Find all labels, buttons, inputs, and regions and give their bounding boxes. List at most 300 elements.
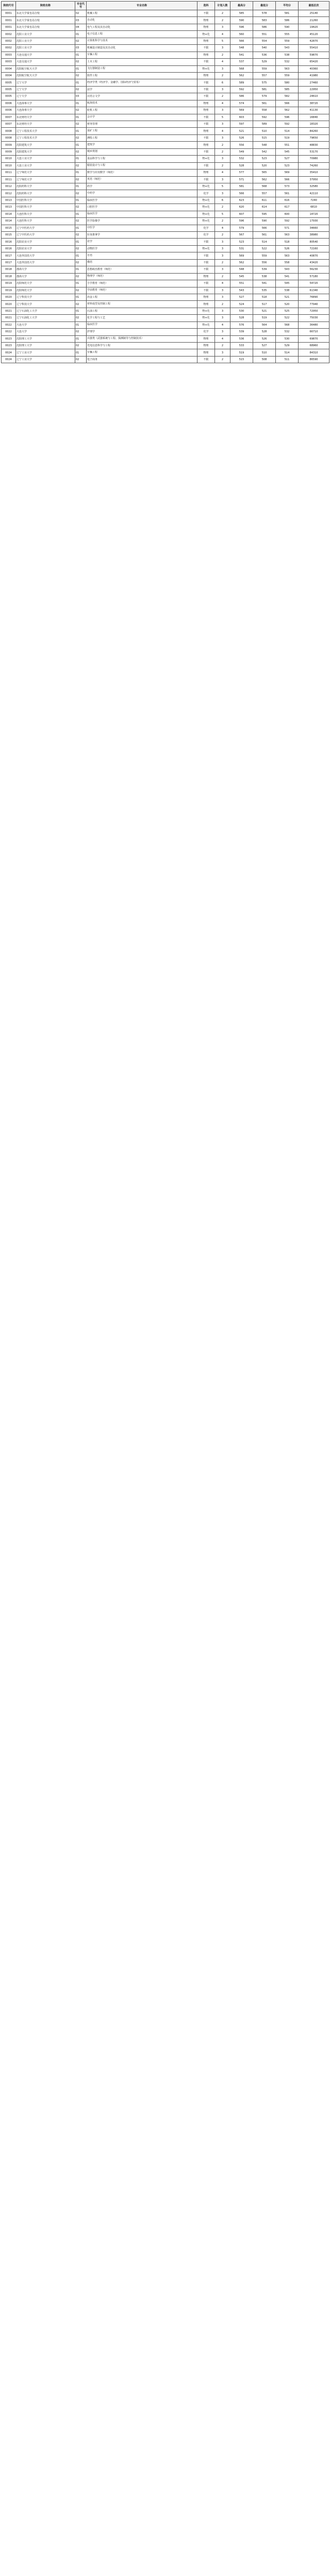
subject-requirement-cell: 物理	[197, 273, 215, 280]
major-name-cell: 车辆工程	[87, 52, 197, 58]
major-name-cell: 车辆工程	[87, 349, 197, 356]
highest-score-cell: 585	[230, 10, 253, 17]
major-code-cell: 01	[75, 142, 87, 148]
lowest-rank-cell: 40870	[299, 252, 329, 259]
highest-score-cell: 541	[230, 52, 253, 58]
average-score-cell: 532	[276, 329, 299, 335]
major-name-cell: 数学与应用数学（师范）	[87, 170, 197, 176]
subject-requirement-cell: 物+化	[197, 218, 215, 225]
header-lowest-rank: 最低位次	[299, 2, 329, 10]
header-school-name: 院校名称	[16, 2, 75, 10]
lowest-score-cell: 514	[253, 239, 276, 245]
major-name-cell: 城乡规划	[87, 148, 197, 155]
subject-requirement-cell: 物理	[197, 107, 215, 114]
plan-count-cell: 2	[215, 72, 230, 79]
school-name-cell: 辽宁师范大学	[16, 170, 75, 176]
average-score-cell: 514	[276, 128, 299, 134]
major-code-cell: 02	[75, 176, 87, 183]
major-code-cell: 02	[75, 273, 87, 280]
lowest-rank-cell: 25140	[299, 10, 329, 17]
lowest-rank-cell: 53170	[299, 148, 329, 155]
lowest-rank-cell: 61340	[299, 287, 329, 294]
plan-count-cell: 3	[215, 349, 230, 356]
school-code-cell: 0013	[2, 197, 16, 204]
highest-score-cell: 537	[230, 59, 253, 65]
highest-score-cell: 590	[230, 17, 253, 24]
highest-score-cell: 551	[230, 280, 253, 287]
school-name-cell: 辽宁科技大学	[16, 301, 75, 308]
school-code-cell: 0006	[2, 100, 16, 107]
subject-requirement-cell: 物理	[197, 170, 215, 176]
plan-count-cell: 2	[215, 148, 230, 155]
major-code-cell: 02	[75, 148, 87, 155]
subject-requirement-cell: 物理	[197, 128, 215, 134]
school-name-cell: 沈阳农业大学	[16, 245, 75, 252]
lowest-score-cell: 529	[253, 59, 276, 65]
plan-count-cell: 4	[215, 100, 230, 107]
lowest-score-cell: 551	[253, 31, 276, 38]
school-code-cell: 0019	[2, 280, 16, 287]
major-code-cell: 01	[75, 294, 87, 300]
subject-requirement-cell: 化学	[197, 232, 215, 239]
highest-score-cell: 519	[230, 349, 253, 356]
average-score-cell: 558	[276, 259, 299, 266]
average-score-cell: 523	[276, 162, 299, 169]
subject-requirement-cell: 不限	[197, 148, 215, 155]
average-score-cell: 518	[276, 239, 299, 245]
plan-count-cell: 3	[215, 156, 230, 162]
lowest-score-cell: 561	[253, 100, 276, 107]
school-code-cell: 0005	[2, 86, 16, 93]
school-code-cell: 0013	[2, 204, 16, 211]
school-code-cell: 0023	[2, 343, 16, 349]
table-row	[2, 335, 329, 342]
average-score-cell: 616	[276, 197, 299, 204]
school-code-cell: 0018	[2, 266, 16, 273]
table-body	[2, 10, 329, 363]
table-row	[2, 343, 329, 349]
table-row	[2, 245, 329, 252]
subject-requirement-cell: 物+化	[197, 197, 215, 204]
average-score-cell: 617	[276, 204, 299, 211]
lowest-score-cell: 559	[253, 252, 276, 259]
major-name-cell: 测绘工程	[87, 134, 197, 141]
table-row	[2, 86, 329, 93]
average-score-cell: 527	[276, 156, 299, 162]
major-code-cell: 03	[75, 17, 87, 24]
school-name-cell: 沈阳航空航天大学	[16, 72, 75, 79]
table-row	[2, 93, 329, 100]
table-row	[2, 45, 329, 52]
major-name-cell: 英语（师范）	[87, 176, 197, 183]
average-score-cell: 569	[276, 170, 299, 176]
table-row	[2, 107, 329, 114]
lowest-score-cell: 565	[253, 170, 276, 176]
major-name-cell: 计算机科学与技术	[87, 38, 197, 44]
school-code-cell: 0003	[2, 52, 16, 58]
plan-count-cell: 5	[215, 183, 230, 190]
subject-requirement-cell: 物+化	[197, 245, 215, 252]
school-code-cell: 0009	[2, 142, 16, 148]
subject-requirement-cell: 不限	[197, 356, 215, 363]
school-code-cell: 0015	[2, 232, 16, 239]
header-school-code: 院校代号	[2, 2, 16, 10]
plan-count-cell: 5	[215, 114, 230, 121]
table-row	[2, 65, 329, 72]
plan-count-cell: 2	[215, 52, 230, 58]
plan-count-cell: 2	[215, 259, 230, 266]
plan-count-cell: 2	[215, 93, 230, 100]
highest-score-cell: 596	[230, 218, 253, 225]
lowest-rank-cell: 34660	[299, 225, 329, 231]
school-name-cell: 大连工业大学	[16, 162, 75, 169]
lowest-score-cell: 535	[253, 287, 276, 294]
highest-score-cell: 533	[230, 343, 253, 349]
highest-score-cell: 526	[230, 134, 253, 141]
major-code-cell: 01	[75, 197, 87, 204]
school-name-cell: 辽宁大学	[16, 93, 75, 100]
lowest-score-cell: 510	[253, 349, 276, 356]
major-code-cell: 02	[75, 72, 87, 79]
school-name-cell: 东北大学秦皇岛分校	[16, 17, 75, 24]
table-row	[2, 321, 329, 328]
lowest-score-cell: 520	[253, 162, 276, 169]
highest-score-cell: 566	[230, 38, 253, 44]
major-code-cell: 01	[75, 266, 87, 273]
school-name-cell: 沈阳建筑大学	[16, 148, 75, 155]
highest-score-cell: 597	[230, 121, 253, 128]
subject-requirement-cell: 物理	[197, 142, 215, 148]
school-code-cell: 0020	[2, 301, 16, 308]
school-name-cell: 辽宁工程技术大学	[16, 134, 75, 141]
lowest-score-cell: 508	[253, 356, 276, 363]
average-score-cell: 563	[276, 232, 299, 239]
school-code-cell: 0015	[2, 225, 16, 231]
plan-count-cell: 2	[215, 218, 230, 225]
major-name-cell: 食品科学与工程	[87, 156, 197, 162]
lowest-score-cell: 528	[253, 329, 276, 335]
lowest-rank-cell: 79650	[299, 134, 329, 141]
major-code-cell: 03	[75, 93, 87, 100]
table-row	[2, 162, 329, 169]
lowest-rank-cell: 57180	[299, 273, 329, 280]
subject-requirement-cell: 不限	[197, 259, 215, 266]
lowest-rank-cell: 37950	[299, 176, 329, 183]
lowest-rank-cell: 41130	[299, 107, 329, 114]
lowest-score-cell: 611	[253, 197, 276, 204]
lowest-score-cell: 558	[253, 107, 276, 114]
school-name-cell: 辽宁工业大学	[16, 349, 75, 356]
lowest-rank-cell: 55410	[299, 45, 329, 52]
lowest-score-cell: 526	[253, 335, 276, 342]
average-score-cell: 592	[276, 121, 299, 128]
plan-count-cell: 6	[215, 197, 230, 204]
lowest-rank-cell: 84260	[299, 128, 329, 134]
school-name-cell: 辽宁石油化工大学	[16, 315, 75, 321]
plan-count-cell: 3	[215, 308, 230, 314]
average-score-cell: 586	[276, 17, 299, 24]
school-code-cell: 0010	[2, 156, 16, 162]
subject-requirement-cell: 不限	[197, 252, 215, 259]
table-row	[2, 315, 329, 321]
lowest-score-cell: 517	[253, 301, 276, 308]
header-major-name: 专业名称	[87, 2, 197, 10]
major-code-cell: 01	[75, 349, 87, 356]
major-code-cell: 02	[75, 329, 87, 335]
table-row	[2, 308, 329, 314]
school-name-cell: 沈阳工业大学	[16, 31, 75, 38]
table-row	[2, 204, 329, 211]
school-code-cell: 0014	[2, 218, 16, 225]
table-row	[2, 183, 329, 190]
school-code-cell: 0017	[2, 259, 16, 266]
lowest-rank-cell: 19420	[299, 24, 329, 30]
table-row	[2, 121, 329, 128]
school-name-cell: 沈阳师范大学	[16, 280, 75, 287]
subject-requirement-cell: 物理	[197, 335, 215, 342]
major-code-cell: 01	[75, 211, 87, 217]
highest-score-cell: 603	[230, 114, 253, 121]
school-code-cell: 0018	[2, 273, 16, 280]
highest-score-cell: 527	[230, 294, 253, 300]
table-row	[2, 259, 329, 266]
subject-requirement-cell: 物理	[197, 38, 215, 44]
major-code-cell: 02	[75, 287, 87, 294]
plan-count-cell: 2	[215, 273, 230, 280]
major-name-cell: 建筑学	[87, 142, 197, 148]
major-name-cell: 软件工程	[87, 72, 197, 79]
major-name-cell: 会计学	[87, 114, 197, 121]
plan-count-cell: 4	[215, 31, 230, 38]
table-row	[2, 24, 329, 30]
subject-requirement-cell: 物理	[197, 72, 215, 79]
plan-count-cell: 4	[215, 170, 230, 176]
lowest-rank-cell: 16840	[299, 114, 329, 121]
major-name-cell: 法学	[87, 86, 197, 93]
lowest-rank-cell: 36480	[299, 321, 329, 328]
lowest-rank-cell: 38720	[299, 100, 329, 107]
lowest-score-cell: 583	[253, 17, 276, 24]
lowest-rank-cell: 32580	[299, 183, 329, 190]
average-score-cell: 525	[276, 308, 299, 314]
lowest-rank-cell: 43420	[299, 259, 329, 266]
major-code-cell: 01	[75, 156, 87, 162]
lowest-rank-cell: 7240	[299, 197, 329, 204]
table-row	[2, 301, 329, 308]
table-row	[2, 156, 329, 162]
plan-count-cell: 5	[215, 38, 230, 44]
school-code-cell: 0002	[2, 38, 16, 44]
lowest-score-cell: 522	[253, 245, 276, 252]
highest-score-cell: 531	[230, 245, 253, 252]
lowest-score-cell: 536	[253, 52, 276, 58]
plan-count-cell: 3	[215, 86, 230, 93]
average-score-cell: 581	[276, 10, 299, 17]
school-name-cell: 大连外国语大学	[16, 259, 75, 266]
table-row	[2, 218, 329, 225]
highest-score-cell: 566	[230, 190, 253, 197]
lowest-score-cell: 521	[253, 308, 276, 314]
school-name-cell: 辽宁科技大学	[16, 294, 75, 300]
lowest-rank-cell: 65420	[299, 59, 329, 65]
lowest-rank-cell: 18320	[299, 121, 329, 128]
subject-requirement-cell: 物理	[197, 349, 215, 356]
subject-requirement-cell: 物+化	[197, 31, 215, 38]
plan-count-cell: 3	[215, 121, 230, 128]
lowest-score-cell: 510	[253, 128, 276, 134]
highest-score-cell: 536	[230, 335, 253, 342]
major-code-cell: 02	[75, 10, 87, 17]
lowest-score-cell: 539	[253, 266, 276, 273]
plan-count-cell: 2	[215, 142, 230, 148]
major-code-cell: 01	[75, 225, 87, 231]
header-lowest-score: 最低分	[253, 2, 276, 10]
plan-count-cell: 3	[215, 107, 230, 114]
highest-score-cell: 576	[230, 321, 253, 328]
lowest-rank-cell: 41980	[299, 72, 329, 79]
major-code-cell: 01	[75, 321, 87, 328]
major-name-cell: 经济学类（经济学、金融学、国际经济与贸易）	[87, 79, 197, 86]
school-name-cell: 辽宁工业大学	[16, 356, 75, 363]
lowest-score-cell: 518	[253, 294, 276, 300]
lowest-score-cell: 562	[253, 176, 276, 183]
school-code-cell: 0003	[2, 59, 16, 65]
lowest-rank-cell: 72950	[299, 308, 329, 314]
major-name-cell: 中医学	[87, 225, 197, 231]
school-code-cell: 0002	[2, 31, 16, 38]
subject-requirement-cell: 物理	[197, 301, 215, 308]
school-name-cell: 沈阳工业大学	[16, 45, 75, 52]
plan-count-cell: 2	[215, 162, 230, 169]
table-row	[2, 225, 329, 231]
school-name-cell: 大连海事大学	[16, 100, 75, 107]
subject-requirement-cell: 不限	[197, 121, 215, 128]
highest-score-cell: 528	[230, 162, 253, 169]
lowest-rank-cell: 38980	[299, 232, 329, 239]
lowest-score-cell: 538	[253, 273, 276, 280]
subject-requirement-cell: 化学	[197, 329, 215, 335]
school-code-cell: 0004	[2, 65, 16, 72]
average-score-cell: 538	[276, 287, 299, 294]
major-code-cell: 01	[75, 252, 87, 259]
major-code-cell: 02	[75, 134, 87, 141]
average-score-cell: 559	[276, 38, 299, 44]
subject-requirement-cell: 物+化	[197, 156, 215, 162]
major-code-cell: 02	[75, 301, 87, 308]
table-row	[2, 38, 329, 44]
major-code-cell: 02	[75, 107, 87, 114]
subject-requirement-cell: 物理	[197, 100, 215, 107]
subject-requirement-cell: 物理	[197, 24, 215, 30]
lowest-rank-cell: 35410	[299, 170, 329, 176]
major-code-cell: 02	[75, 121, 87, 128]
highest-score-cell: 539	[230, 329, 253, 335]
school-code-cell: 0011	[2, 176, 16, 183]
average-score-cell: 545	[276, 280, 299, 287]
average-score-cell: 590	[276, 24, 299, 30]
subject-requirement-cell: 物理	[197, 294, 215, 300]
plan-count-cell: 2	[215, 10, 230, 17]
lowest-score-cell: 581	[253, 86, 276, 93]
lowest-rank-cell: 24610	[299, 93, 329, 100]
major-code-cell: 02	[75, 218, 87, 225]
average-score-cell: 532	[276, 59, 299, 65]
lowest-rank-cell: 22950	[299, 86, 329, 93]
highest-score-cell: 545	[230, 273, 253, 280]
subject-requirement-cell: 物+化	[197, 204, 215, 211]
school-code-cell: 0001	[2, 24, 16, 30]
subject-requirement-cell: 不限	[197, 162, 215, 169]
major-name-cell: 航海技术	[87, 100, 197, 107]
plan-count-cell: 2	[215, 356, 230, 363]
school-name-cell: 辽宁工程技术大学	[16, 128, 75, 134]
major-name-cell: 飞行器制造工程	[87, 65, 197, 72]
plan-count-cell: 3	[215, 287, 230, 294]
major-name-cell: 临床医学	[87, 211, 197, 217]
major-name-cell: 物理学（师范）	[87, 273, 197, 280]
school-name-cell: 大连海事大学	[16, 107, 75, 114]
lowest-rank-cell: 86590	[299, 356, 329, 363]
average-score-cell: 526	[276, 245, 299, 252]
major-name-cell: 电子商务	[87, 356, 197, 363]
lowest-rank-cell: 27460	[299, 79, 329, 86]
major-code-cell: 01	[75, 52, 87, 58]
major-name-cell: 口腔医学	[87, 204, 197, 211]
highest-score-cell: 620	[230, 204, 253, 211]
lowest-score-cell: 556	[253, 259, 276, 266]
average-score-cell: 582	[276, 93, 299, 100]
highest-score-cell: 543	[230, 287, 253, 294]
plan-count-cell: 3	[215, 266, 230, 273]
school-code-cell: 0016	[2, 245, 16, 252]
major-name-cell: 冶金工程	[87, 294, 197, 300]
lowest-rank-cell: 69870	[299, 335, 329, 342]
major-name-cell: 思想政治教育（师范）	[87, 266, 197, 273]
school-name-cell: 大连交通大学	[16, 52, 75, 58]
table-row	[2, 239, 329, 245]
plan-count-cell: 3	[215, 65, 230, 72]
average-score-cell: 600	[276, 211, 299, 217]
subject-requirement-cell: 不限	[197, 239, 215, 245]
major-name-cell: 轮机工程	[87, 107, 197, 114]
average-score-cell: 511	[276, 356, 299, 363]
school-name-cell: 中国医科大学	[16, 204, 75, 211]
school-code-cell: 0022	[2, 321, 16, 328]
school-name-cell: 渤海大学	[16, 266, 75, 273]
subject-requirement-cell: 不限	[197, 280, 215, 287]
school-code-cell: 0023	[2, 335, 16, 342]
school-name-cell: 大连大学	[16, 321, 75, 328]
school-name-cell: 辽宁师范大学	[16, 176, 75, 183]
major-code-cell: 01	[75, 335, 87, 342]
plan-count-cell: 2	[215, 301, 230, 308]
major-name-cell: 汉语言文学	[87, 93, 197, 100]
lowest-rank-cell: 59870	[299, 52, 329, 58]
highest-score-cell: 548	[230, 266, 253, 273]
school-name-cell: 大连医科大学	[16, 211, 75, 217]
header-highest-score: 最高分	[230, 2, 253, 10]
highest-score-cell: 569	[230, 252, 253, 259]
subject-requirement-cell: 化学	[197, 190, 215, 197]
major-name-cell: 护理学	[87, 329, 197, 335]
major-code-cell: 02	[75, 315, 87, 321]
lowest-rank-cell: 42870	[299, 38, 329, 44]
plan-count-cell: 3	[215, 190, 230, 197]
major-name-cell: 财务管理	[87, 121, 197, 128]
average-score-cell: 541	[276, 273, 299, 280]
major-code-cell: 02	[75, 190, 87, 197]
school-name-cell: 沈阳工业大学	[16, 38, 75, 44]
